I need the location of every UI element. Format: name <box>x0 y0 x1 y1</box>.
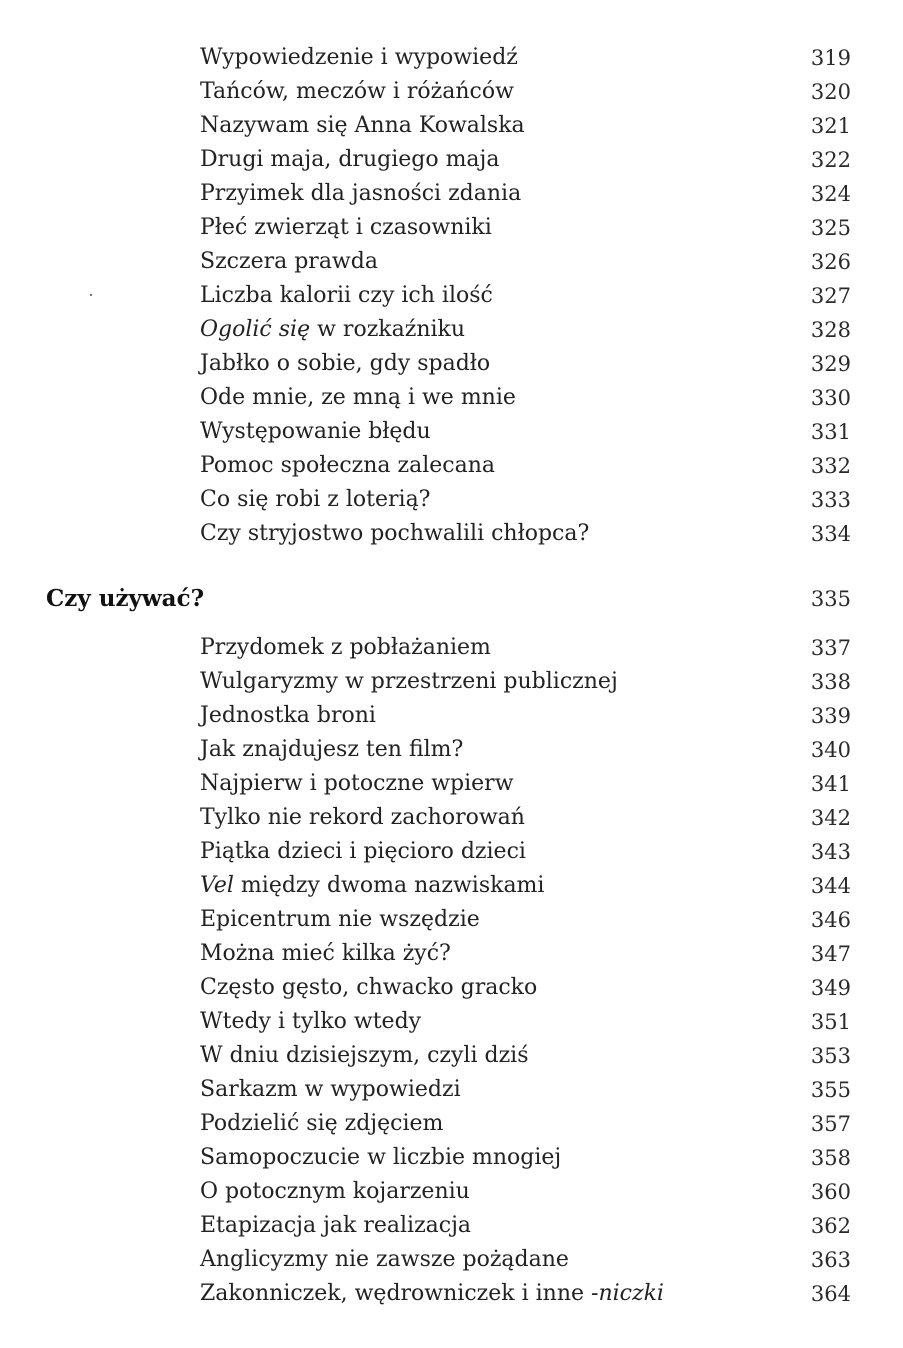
toc-entry-page: 325 <box>810 216 851 240</box>
toc-entry-page: 327 <box>810 284 851 308</box>
toc-entry-title: Wtedy i tylko wtedy <box>200 1009 422 1034</box>
toc-entry-title-rest: w rozkaźniku <box>310 317 466 342</box>
toc-entry-title <box>200 1278 664 1310</box>
toc-entry-title: Wypowiedzenie i wypowiedź <box>200 45 518 70</box>
toc-entry-page: 364 <box>810 1282 851 1306</box>
toc-entry-title: Występowanie błędu <box>200 419 431 444</box>
toc-entry-page: 330 <box>810 386 851 410</box>
toc-entry-title-rest: Zakonniczek, wędrowniczek i inne <box>200 1281 592 1306</box>
toc-entry-title: Często gęsto, chwacko gracko <box>200 975 538 1000</box>
toc-entry-title-italic: -niczki <box>591 1281 664 1306</box>
toc-entry-page: 334 <box>810 522 851 546</box>
toc-entry-title: Nazywam się Anna Kowalska <box>200 113 525 138</box>
toc-entry-page: 321 <box>810 114 851 138</box>
toc-entry-title: Jednostka broni <box>200 703 376 728</box>
toc-entry-title: Epicentrum nie wszędzie <box>200 907 480 932</box>
toc-entry-page: 331 <box>810 420 851 444</box>
toc-entry-title: Płeć zwierząt i czasowniki <box>200 215 492 240</box>
toc-entry-title: O potocznym kojarzeniu <box>200 1179 470 1204</box>
toc-entry-page: 355 <box>810 1078 851 1102</box>
toc-entry-title: Można mieć kilka żyć? <box>200 941 451 966</box>
toc-entry-page: 360 <box>810 1180 851 1204</box>
toc-entry-title: W dniu dzisiejszym, czyli dziś <box>200 1043 529 1068</box>
toc-entry-page: 333 <box>810 488 851 512</box>
toc-entry-page: 351 <box>810 1010 851 1034</box>
toc-entry-page: 329 <box>810 352 851 376</box>
section-title: Czy używać? <box>46 585 205 612</box>
toc-entry-title: Tańców, meczów i różańców <box>200 79 514 104</box>
toc-entry-title: Podzielić się zdjęciem <box>200 1111 444 1136</box>
toc-entry-title: Szczera prawda <box>200 249 378 274</box>
toc-entry-title: Przyimek dla jasności zdania <box>200 181 522 206</box>
toc-entry-page: 337 <box>810 636 851 660</box>
toc-entry-title: Ode mnie, ze mną i we mnie <box>200 385 516 410</box>
toc-entry-title: Najpierw i potoczne wpierw <box>200 771 514 796</box>
toc-entry-title: Czy stryjostwo pochwalili chłopca? <box>200 521 590 546</box>
toc-entry-title: Sarkazm w wypowiedzi <box>200 1077 461 1102</box>
toc-entry-title: Piątka dzieci i pięcioro dzieci <box>200 839 526 864</box>
toc-entry-title: Jak znajdujesz ten film? <box>200 737 464 762</box>
toc-entry-page: 347 <box>810 942 851 966</box>
toc-entry-title: Wulgaryzmy w przestrzeni publicznej <box>200 669 618 694</box>
toc-entry-title-italic: Vel <box>200 873 234 898</box>
toc-entry-page: 322 <box>810 148 851 172</box>
toc-entry-title: Tylko nie rekord zachorowań <box>200 805 525 830</box>
toc-entry-page: 339 <box>810 704 851 728</box>
toc-entry-title: Jabłko o sobie, gdy spadło <box>200 351 491 376</box>
toc-entry-title: Drugi maja, drugiego maja <box>200 147 500 172</box>
toc-entry-page: 362 <box>810 1214 851 1238</box>
toc-entry-page: 326 <box>810 250 851 274</box>
toc-entry-title <box>200 870 544 902</box>
toc-entry-page: 332 <box>810 454 851 478</box>
toc-entry-title: Co się robi z loterią? <box>200 487 431 512</box>
toc-entry-page: 340 <box>810 738 851 762</box>
toc-entry-title <box>200 314 465 346</box>
toc-entry-page: 349 <box>810 976 851 1000</box>
toc-entry-page: 328 <box>810 318 851 342</box>
toc-entry-title: Pomoc społeczna zalecana <box>200 453 496 478</box>
toc-entry-page: 353 <box>810 1044 851 1068</box>
toc-entry-title: Anglicyzmy nie zawsze pożądane <box>200 1247 569 1272</box>
toc-entry-page: 338 <box>810 670 851 694</box>
toc-entry-page: 319 <box>810 46 851 70</box>
toc-entry-title-italic: Ogolić się <box>200 317 311 342</box>
toc-entry-title-rest: między dwoma nazwiskami <box>233 873 545 898</box>
scan-speck <box>90 294 92 296</box>
toc-entry-page: 343 <box>810 840 851 864</box>
section-page: 335 <box>810 587 851 611</box>
toc-entry-title: Liczba kalorii czy ich ilość <box>200 283 493 308</box>
toc-entry-page: 357 <box>810 1112 851 1136</box>
toc-entry-title: Przydomek z pobłażaniem <box>200 635 491 660</box>
toc-entry-title: Samopoczucie w liczbie mnogiej <box>200 1145 562 1170</box>
toc-entry-page: 341 <box>810 772 851 796</box>
toc-entry-page: 358 <box>810 1146 851 1170</box>
toc-entry-page: 344 <box>810 874 851 898</box>
toc-entry-page: 342 <box>810 806 851 830</box>
toc-entry-page: 363 <box>810 1248 851 1272</box>
toc-entry-page: 320 <box>810 80 851 104</box>
toc-entry-page: 346 <box>810 908 851 932</box>
toc-entry-page: 324 <box>810 182 851 206</box>
toc-entry-title: Etapizacja jak realizacja <box>200 1213 472 1238</box>
